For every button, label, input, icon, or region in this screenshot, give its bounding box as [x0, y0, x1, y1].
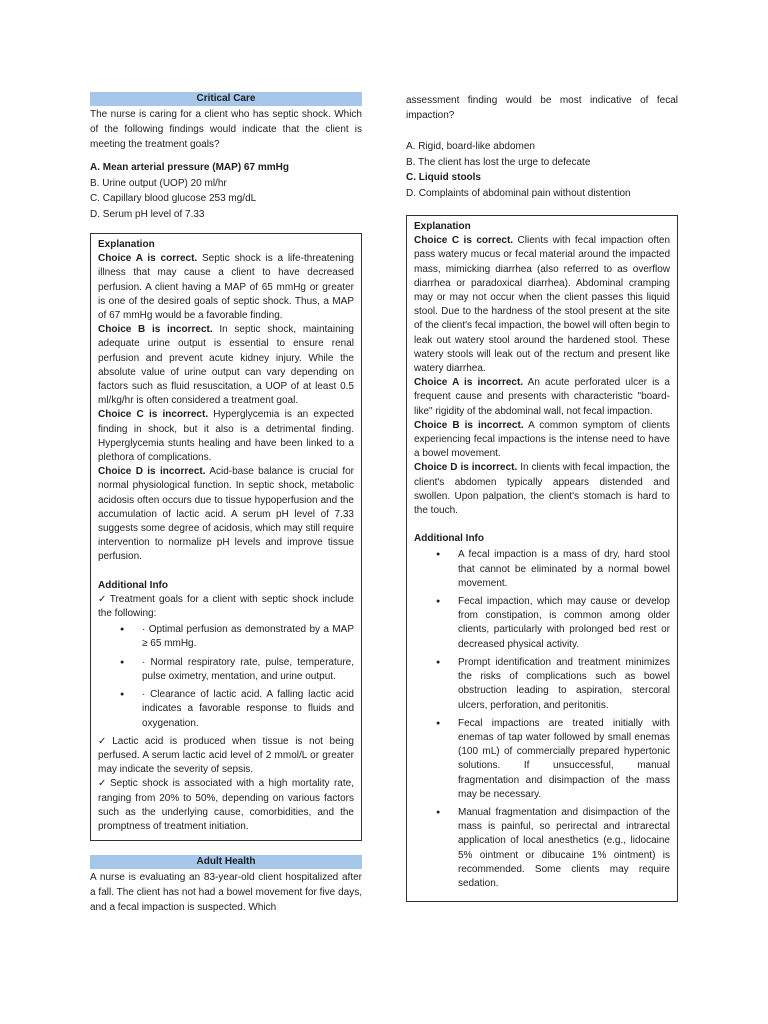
explanation-choice-a: Choice A is incorrect. An acute perforated ulcer is a frequent cause and presents with characteristic "board-like" rigidity of the abdominal wall, not fecal impaction.: [414, 377, 670, 417]
explanation-title: Explanation: [98, 239, 155, 250]
option-b: B. Urine output (UOP) 20 ml/hr: [90, 177, 227, 189]
option-c: C. Capillary blood glucose 253 mg/dL: [90, 193, 257, 204]
explanation-choice-c: Choice C is incorrect. Hyperglycemia is an expected finding in shock, but it also is a detrimental finding. Hyperglycemia stunts healing and have been linked to a plethora of complications.: [98, 409, 354, 464]
option-d: D. Complaints of abdominal pain without distention: [406, 187, 631, 199]
info-item: ● A fecal impaction is a mass of dry, hard stool that cannot be eliminated by a normal bowel movement.: [414, 548, 670, 591]
explanation-choice-d: Choice D is incorrect. In clients with fecal impaction, the client's abdomen typically appears distended and swollen. Upon palpation, the client's stomach is hard to the touch.: [414, 462, 670, 517]
info-item: ● Fecal impaction, which may cause or develop from constipation, is common among older clients, particularly with prolonged bed rest or decreased physical activity.: [414, 595, 670, 652]
goal-item: ● · Normal respiratory rate, pulse, temperature, pulse oximetry, mentation, and urine output.: [98, 656, 354, 684]
question-1-options: [90, 160, 362, 222]
section-header-adult-health: Adult Health: [90, 855, 362, 869]
option-a: A. Mean arterial pressure (MAP) 67 mmHg: [90, 162, 289, 173]
explanation-box-2: [406, 215, 678, 902]
explanation-choice-d: Choice D is incorrect. Acid-base balance is crucial for normal physiological function. In septic shock, metabolic acidosis often occurs due to tissue hypoperfusion and the accumulation of lactic acid. A serum pH level of 7.33 suggests some degree of acidosis, which may still require intervention to normalize pH levels and improve tissue perfusion.: [98, 466, 355, 563]
check-item-1: ✓ Treatment goals for a client with septic shock include the following:: [98, 593, 354, 621]
additional-info-title: Additional Info: [414, 533, 484, 545]
info-item: ● Manual fragmentation and disimpaction of the mass is painful, so perirectal and intrarectal application of local anesthetics (e.g., lidocaine 5% ointment or dibucaine 1% ointment) is recommended. Some clients may require sedation.: [414, 806, 670, 891]
info-item: ● Fecal impactions are treated initially with enemas of tap water followed by small enemas (100 mL) of commercially prepared hypertonic solutions. If unsuccessful, manual fragmentation and disimpaction of the mass may be necessary.: [414, 717, 670, 802]
option-c: C. Liquid stools: [406, 172, 481, 183]
check-item-2: ✓ Lactic acid is produced when tissue is not being perfused. A serum lactic acid level of 2 mmol/L or greater may indicate the severity of sepsis.: [98, 735, 354, 778]
question-1: The nurse is caring for a client who has septic shock. Which of the following findings would indicate that the client is meeting the treatment goals?: [90, 109, 362, 150]
goal-item: ● · Optimal perfusion as demonstrated by a MAP ≥ 65 mmHg.: [98, 623, 354, 651]
additional-info-title: Additional Info: [98, 579, 168, 591]
explanation-choice-b: Choice B is incorrect. In septic shock, maintaining adequate urine output is essential to ensure renal perfusion and prevent acute kidney injury. While the absolute value of urine output can vary depending on factors such as fluid resuscitation, a UOP of at least 0.5 ml/kg/hr is often considered a treatment goal.: [98, 324, 354, 407]
check-item-3: ✓ Septic shock is associated with a high mortality rate, ranging from 20% to 50%, depending on various factors such as the underlying cause, comorbidities, and the promptness of treatment initiation.: [98, 777, 354, 834]
explanation-choice-b: Choice B is incorrect. A common symptom of clients experiencing fecal impactions is the intense need to have a bowel movement.: [414, 419, 670, 460]
option-a: A. Rigid, board-like abdomen: [406, 141, 535, 152]
question-2-end: assessment finding would be most indicative of fecal impaction?: [406, 95, 678, 121]
goals-list: [98, 623, 354, 730]
info-item: ● Prompt identification and treatment minimizes the risks of complications such as bowel obstruction leading to aspiration, stercoral ulcers, perforation, and peritonitis.: [414, 656, 670, 713]
explanation-title: Explanation: [414, 221, 471, 232]
option-b: B. The client has lost the urge to defecate: [406, 156, 591, 168]
info-list: [414, 548, 670, 891]
question-2-options: [406, 139, 678, 201]
explanation-choice-c: Choice C is correct. Clients with fecal impaction often pass watery mucus or fecal material around the impacted mass, mimicking diarrhea (also referred to as overflow diarrhea or paradoxical diarrhea). Abdominal cramping may or may not occur when the client passes this liquid stool. Due to the hardness of the stool present at the site of the client's fecal impaction, the bowel will often begin to leak out watery stool around the hardened stool. These watery stools will leak out of the rectum and present like watery diarrhea.: [414, 235, 671, 375]
goal-item: ● · Clearance of lactic acid. A falling lactic acid indicates a favorable response to fluids and oxygenation.: [98, 688, 354, 731]
explanation-choice-a: Choice A is correct. Septic shock is a life-threatening illness that may cause a client to have decreased perfusion. A client having a MAP of 65 mmHg or greater is one of the desired goals of septic shock. Thus, a MAP of 67 mmHg would be a favorable finding.: [98, 253, 354, 322]
left-column: [90, 92, 362, 915]
right-column: [406, 93, 678, 902]
section-header-critical-care: Critical Care: [90, 92, 362, 106]
explanation-box-1: [90, 233, 362, 841]
option-d: D. Serum pH level of 7.33: [90, 208, 205, 220]
question-2-start: A nurse is evaluating an 83-year-old client hospitalized after a fall. The client has not had a bowel movement for five days, and a fecal impaction is suspected. Which: [90, 872, 362, 914]
